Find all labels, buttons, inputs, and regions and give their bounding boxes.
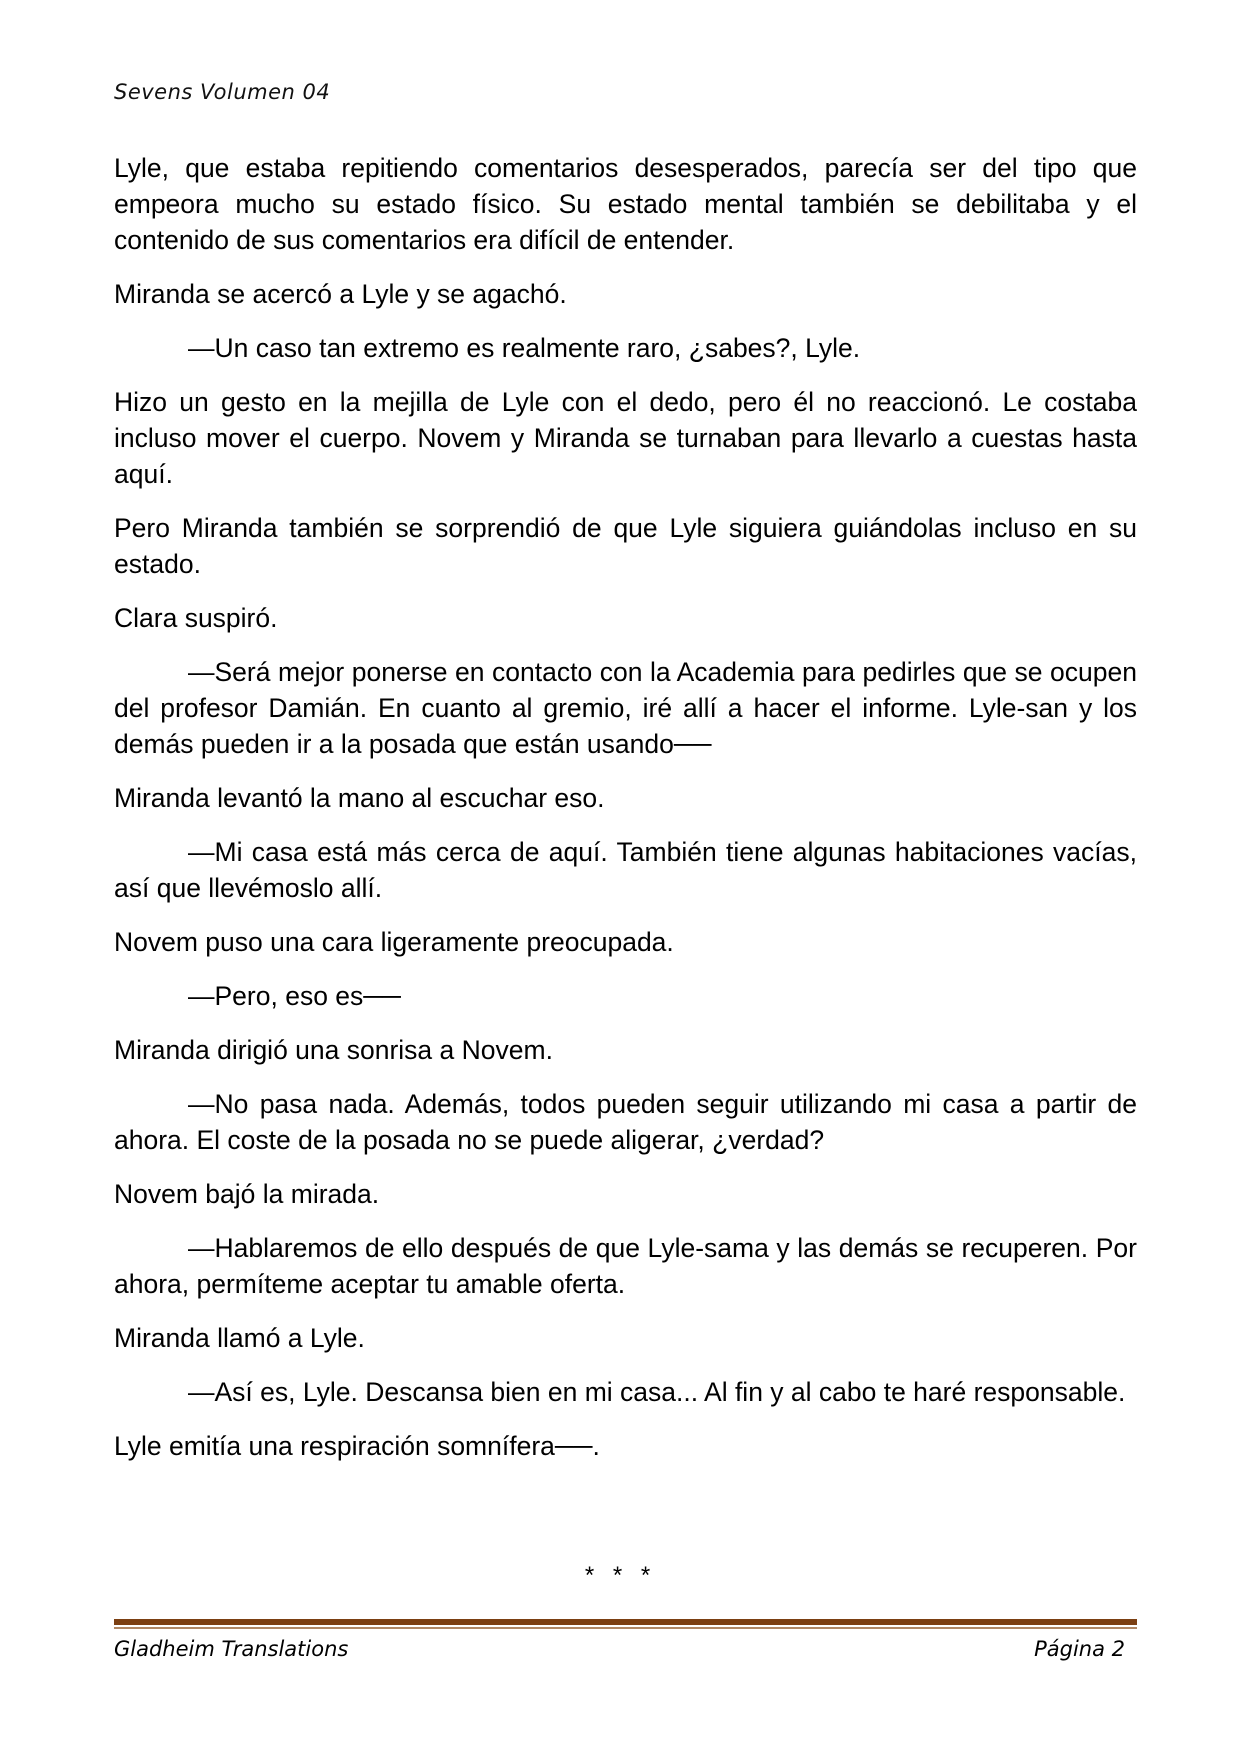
dialogue-paragraph: —Hablaremos de ello después de que Lyle-sama y las demás se recuperen. Por ahora, permíteme aceptar tu amable oferta.	[114, 1233, 1137, 1299]
paragraph: Lyle emitía una respiración somnífera──.	[114, 1431, 600, 1461]
paragraph: Novem bajó la mirada.	[114, 1179, 380, 1209]
footer-page-number: Página 2	[1034, 1637, 1125, 1661]
dialogue-paragraph: —Un caso tan extremo es realmente raro, ¿sabes?, Lyle.	[188, 333, 861, 363]
dialogue-paragraph: —Mi casa está más cerca de aquí. También tiene algunas habitaciones vacías, así que llevémoslo allí.	[114, 837, 1137, 903]
dialogue-paragraph: —Será mejor ponerse en contacto con la Academia para pedirles que se ocupen del profesor Damián. En cuanto al gremio, iré allí a hacer el informe. Lyle-san y los demás pueden ir a la posada que están usando──	[114, 657, 1137, 759]
running-header: Sevens Volumen 04	[114, 80, 331, 104]
footer-rule	[114, 1619, 1137, 1625]
paragraph: Clara suspiró.	[114, 603, 278, 633]
paragraph: Pero Miranda también se sorprendió de que Lyle siguiera guiándolas incluso en su estado.	[114, 513, 1137, 579]
scene-separator: * * *	[584, 1562, 657, 1589]
dialogue-paragraph: —Así es, Lyle. Descansa bien en mi casa... Al fin y al cabo te haré responsable.	[188, 1377, 1126, 1407]
paragraph: Miranda dirigió una sonrisa a Novem.	[114, 1035, 553, 1065]
paragraph: Miranda llamó a Lyle.	[114, 1323, 365, 1353]
dialogue-paragraph: —Pero, eso es──	[188, 981, 401, 1011]
paragraph: Novem puso una cara ligeramente preocupada.	[114, 927, 674, 957]
paragraph: Miranda levantó la mano al escuchar eso.	[114, 783, 605, 813]
footer-publisher: Gladheim Translations	[114, 1637, 349, 1661]
paragraph: Hizo un gesto en la mejilla de Lyle con el dedo, pero él no reaccionó. Le costaba incluso mover el cuerpo. Novem y Miranda se turnaban para llevarlo a cuestas hasta aquí.	[114, 387, 1137, 489]
body-text	[114, 150, 1137, 1482]
footer-rule-thin	[114, 1627, 1137, 1629]
paragraph: Miranda se acercó a Lyle y se agachó.	[114, 279, 567, 309]
dialogue-paragraph: —No pasa nada. Además, todos pueden seguir utilizando mi casa a partir de ahora. El coste de la posada no se puede aligerar, ¿verdad?	[114, 1089, 1137, 1155]
paragraph: Lyle, que estaba repitiendo comentarios desesperados, parecía ser del tipo que empeora mucho su estado físico. Su estado mental también se debilitaba y el contenido de sus comentarios era difícil de entender.	[114, 153, 1137, 255]
